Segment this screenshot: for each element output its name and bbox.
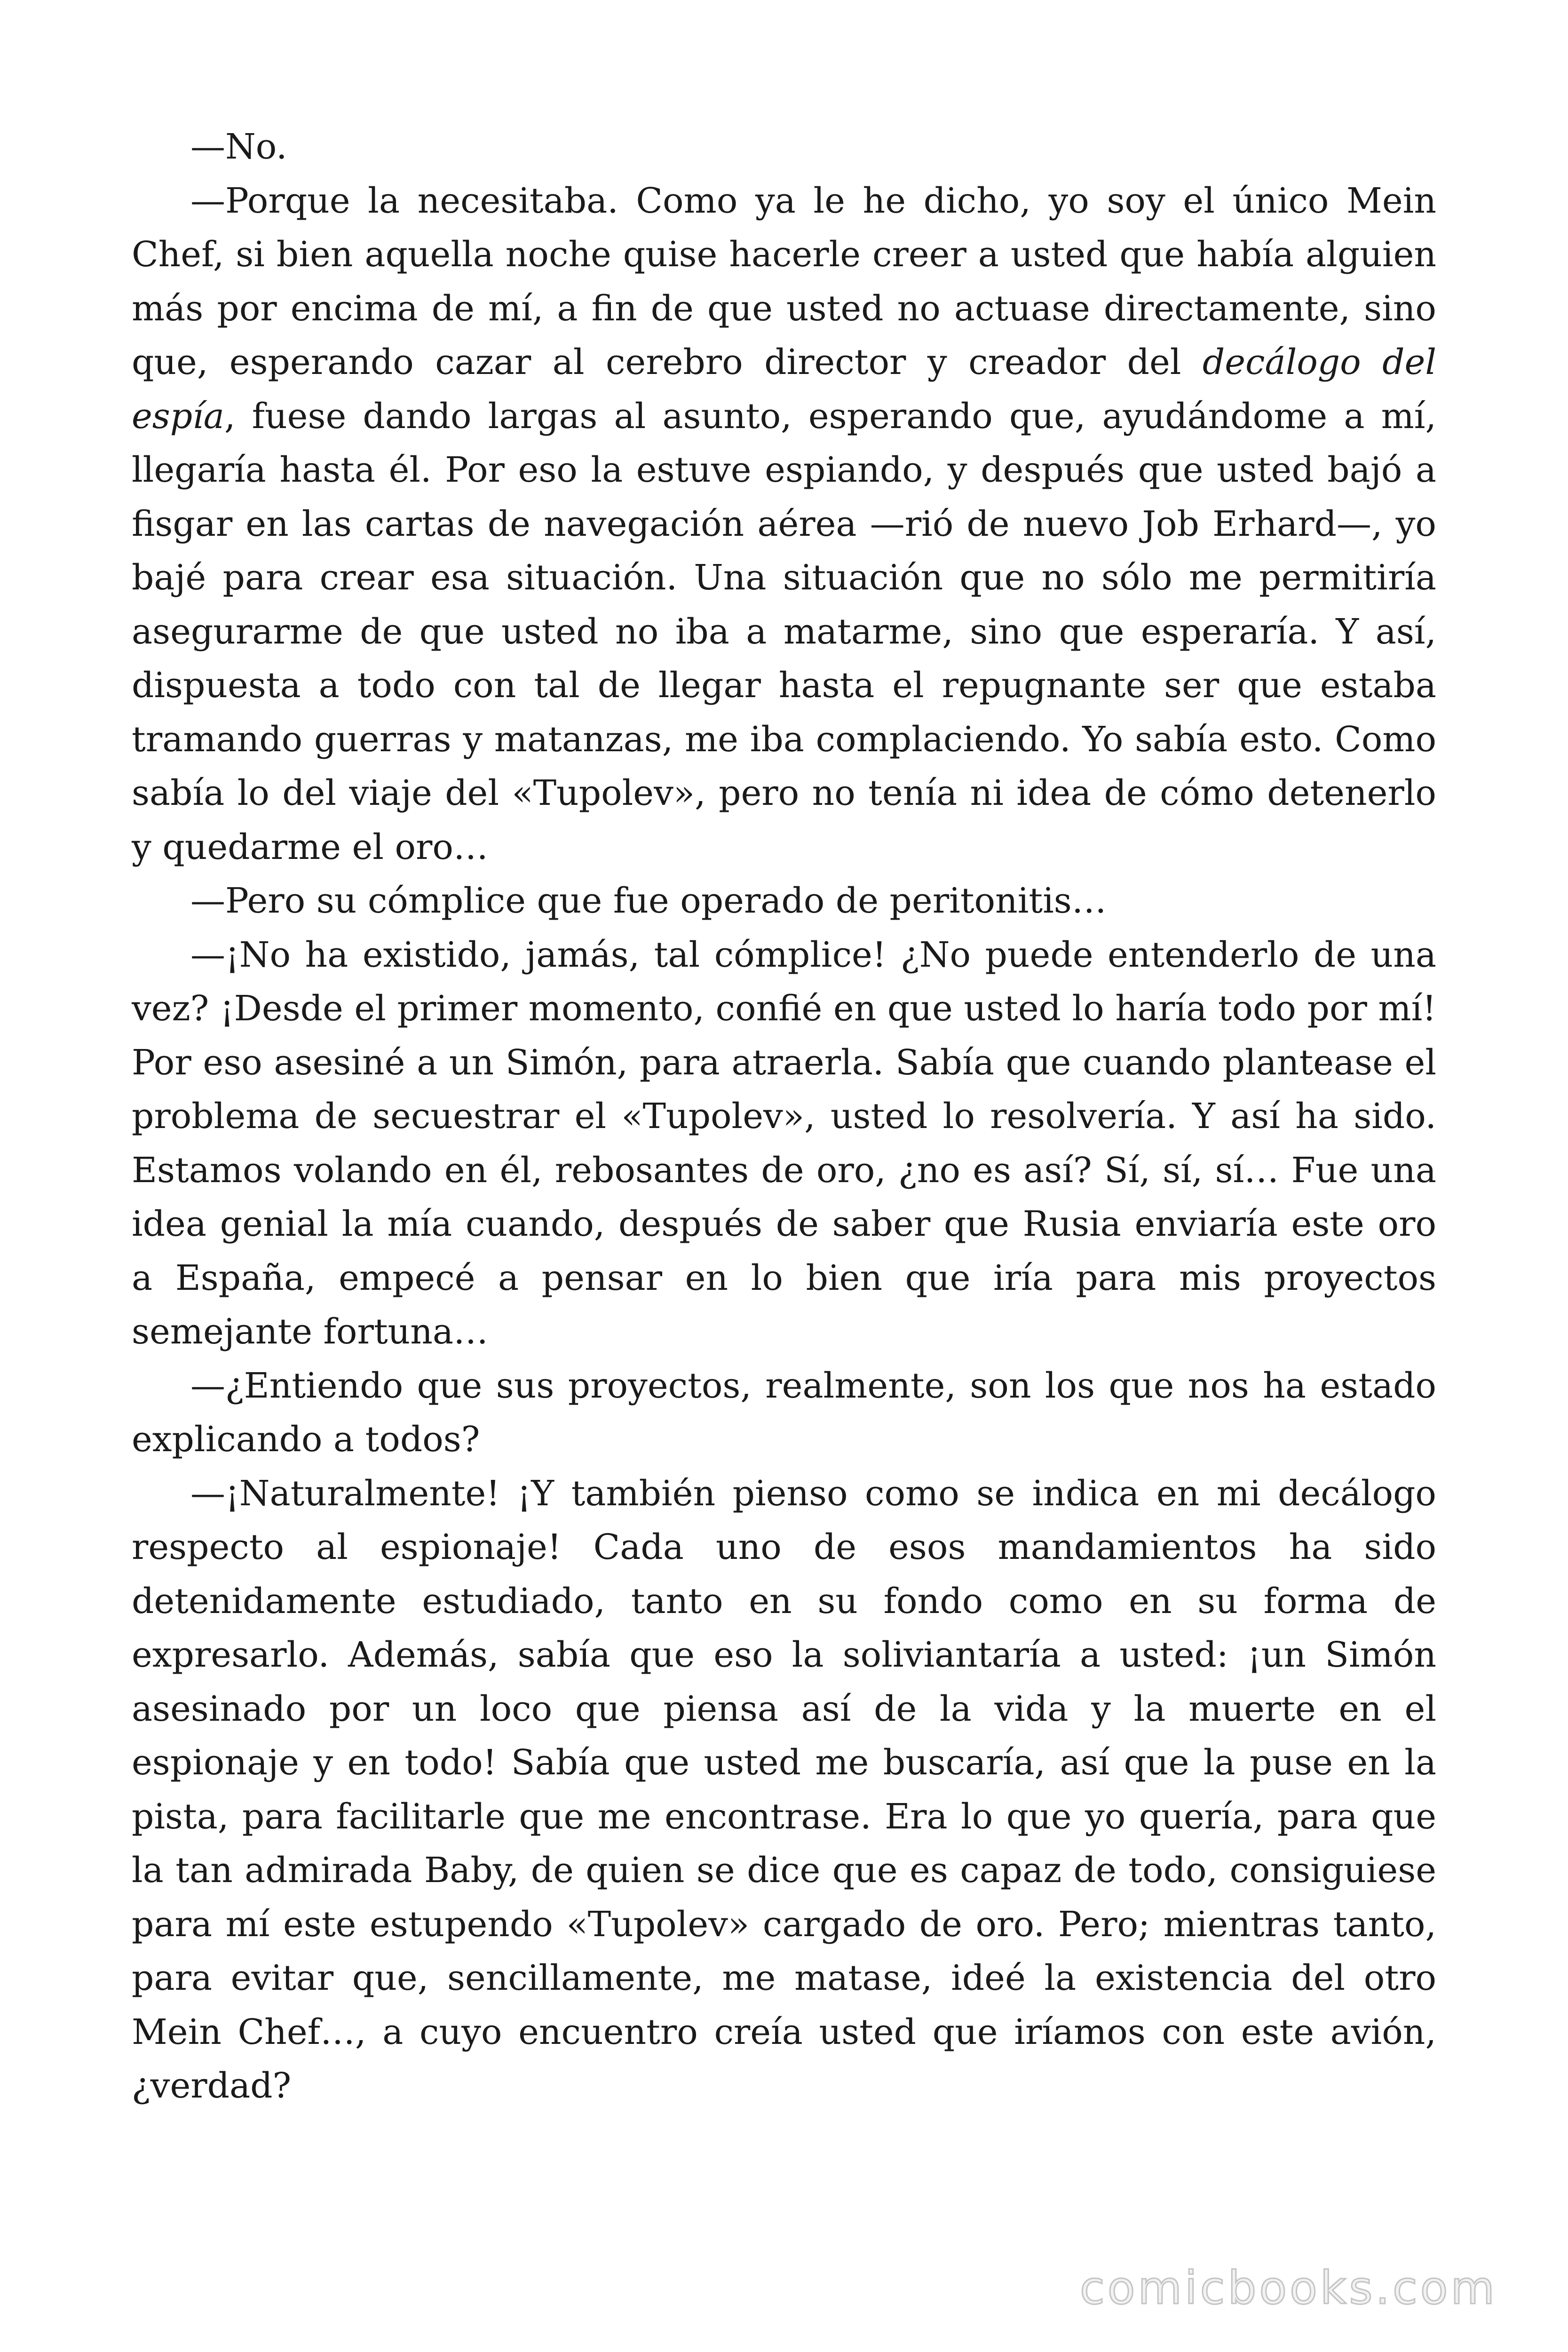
text-run: —No. [190, 127, 287, 167]
paragraph [132, 174, 1436, 874]
text-run: —Pero su cómplice que fue operado de peritonitis… [190, 881, 1107, 921]
text-run: —¡No ha existido, jamás, tal cómplice! ¿No puede entenderlo de una vez? ¡Desde el primer momento, confié en que usted lo haría todo por mí! Por eso asesiné a un Simón, para atraerla. Sabía que cuando plantease el problema de secuestrar el «Tupolev», usted lo resolvería. Y así ha sido. Estamos volando en él, rebosantes de oro, ¿no es así? Sí, sí, sí… Fue una idea genial la mía cuando, después de saber que Rusia enviaría este oro a España, empecé a pensar en lo bien que iría para mis proyectos semejante fortuna… [132, 934, 1436, 1352]
paragraph [132, 120, 1436, 174]
paragraph [132, 928, 1436, 1359]
watermark: comicbooks.com [1079, 2262, 1497, 2314]
italic-title: decálogo del espía [132, 342, 1436, 437]
paragraph [132, 874, 1436, 928]
paragraph [132, 1467, 1436, 2113]
text-run: —¡Naturalmente! ¡Y también pienso como se indica en mi decálogo respecto al espionaje! Cada uno de esos mandamientos ha sido detenidamente estudiado, tanto en su fondo como en su forma de expresarlo. Además, sabía que eso la soliviantaría a usted: ¡un Simón asesinado por un loco que piensa así de la vida y la muerte en el espionaje y en todo! Sabía que usted me buscaría, así que la puse en la pista, para facilitarle que me encontrase. Era lo que yo quería, para que la tan admirada Baby, de quien se dice que es capaz de todo, consiguiese para mí este estupendo «Tupolev» cargado de oro. Pero; mientras tanto, para evitar que, sencillamente, me matase, ideé la existencia del otro Mein Chef…, a cuyo encuentro creía usted que iríamos con este avión, ¿verdad? [132, 1473, 1436, 2106]
body-text [132, 120, 1436, 2113]
paragraph [132, 1359, 1436, 1467]
text-run: , fuese dando largas al asunto, esperando que, ayudándome a mí, llegaría hasta él. Por eso la estuve espiando, y después que usted bajó a fisgar en las cartas de navegación aérea —rió de nuevo Job Erhard—, yo bajé para crear esa situación. Una situación que no sólo me permitiría asegurarme de que usted no iba a matarme, sino que esperaría. Y así, dispuesta a todo con tal de llegar hasta el repugnante ser que estaba tramando guerras y matanzas, me iba complaciendo. Yo sabía esto. Como sabía lo del viaje del «Tupolev», pero no tenía ni idea de cómo detenerlo y quedarme el oro… [132, 396, 1436, 867]
text-run: —Porque la necesitaba. Como ya le he dicho, yo soy el único Mein Chef, si bien aquella noche quise hacerle creer a usted que había alguien más por encima de mí, a fin de que usted no actuase directamente, sino que, esperando cazar al cerebro director y creador del [132, 180, 1436, 382]
text-run: —¿Entiendo que sus proyectos, realmente, son los que nos ha estado explicando a todos? [132, 1365, 1436, 1460]
